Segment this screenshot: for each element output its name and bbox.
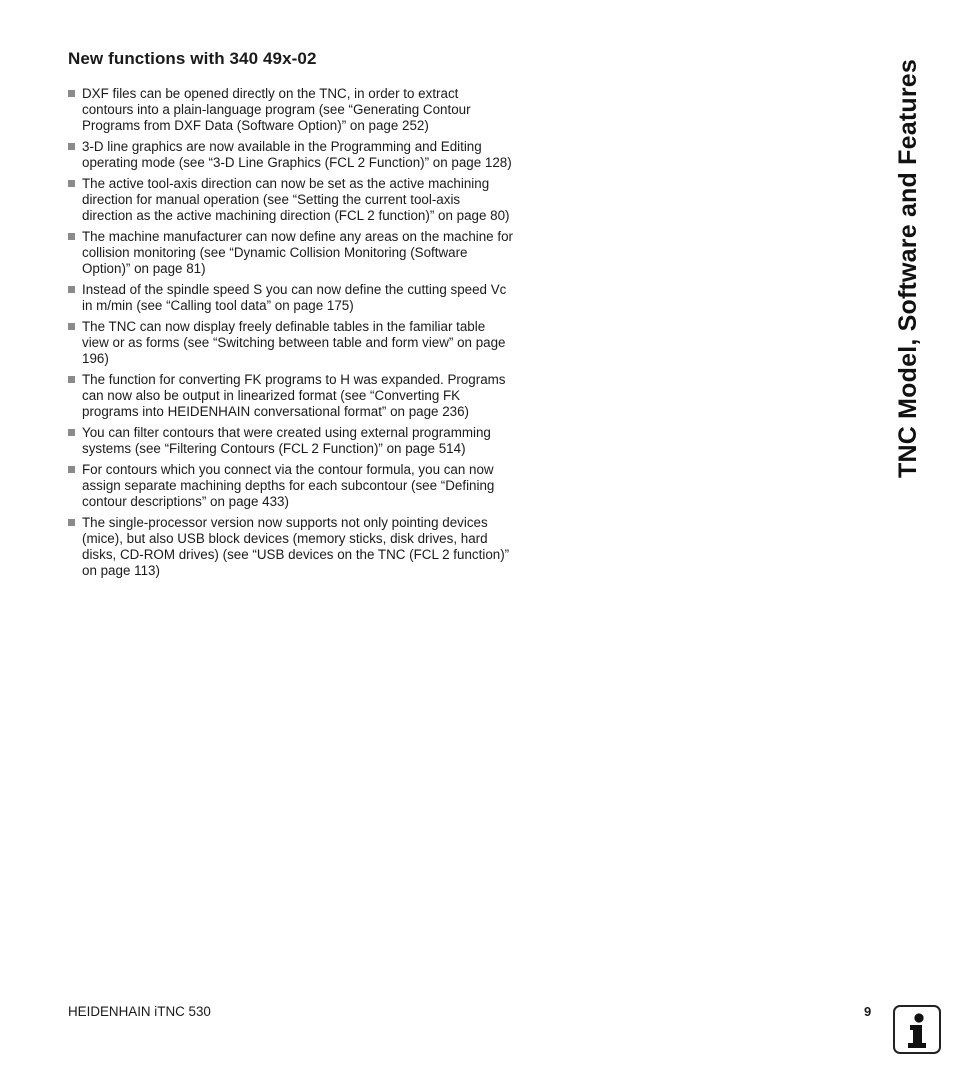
square-bullet-icon	[68, 286, 75, 293]
list-item	[68, 515, 513, 579]
list-item-text: For contours which you connect via the contour formula, you can now assign separate machining depths for each subcontour (see “Defining contour descriptions” on page 433)	[82, 462, 495, 509]
square-bullet-icon	[68, 429, 75, 436]
list-item-text: The active tool-axis direction can now be set as the active machining direction for manual operation (see “Setting the current tool-axis direction as the active machining direction (FCL 2 function)” on page 80)	[82, 176, 510, 223]
square-bullet-icon	[68, 90, 75, 97]
square-bullet-icon	[68, 143, 75, 150]
info-icon	[893, 1005, 941, 1054]
chapter-side-title: TNC Model, Software and Features	[894, 59, 922, 478]
list-item	[68, 425, 513, 457]
list-item-text: The machine manufacturer can now define any areas on the machine for collision monitoring (see “Dynamic Collision Monitoring (Software Option)” on page 81)	[82, 229, 513, 276]
square-bullet-icon	[68, 180, 75, 187]
list-item	[68, 462, 513, 510]
square-bullet-icon	[68, 376, 75, 383]
list-item	[68, 176, 513, 224]
list-item-text: The TNC can now display freely definable tables in the familiar table view or as forms (see “Switching between table and form view” on page 196)	[82, 319, 506, 366]
list-item-text: The function for converting FK programs to H was expanded. Programs can now also be output in linearized format (see “Converting FK programs into HEIDENHAIN conversational format” on page 236)	[82, 372, 506, 419]
list-item-text: Instead of the spindle speed S you can now define the cutting speed Vc in m/min (see “Calling tool data” on page 175)	[82, 282, 507, 313]
list-item-text: 3-D line graphics are now available in the Programming and Editing operating mode (see “3-D Line Graphics (FCL 2 Function)” on page 128)	[82, 139, 512, 170]
list-item	[68, 229, 513, 277]
list-item	[68, 372, 513, 420]
list-item-text: DXF files can be opened directly on the TNC, in order to extract contours into a plain-language program (see “Generating Contour Programs from DXF Data (Software Option)” on page 252)	[82, 86, 471, 133]
list-item	[68, 86, 513, 134]
square-bullet-icon	[68, 323, 75, 330]
list-item	[68, 319, 513, 367]
list-item	[68, 139, 513, 171]
feature-list	[68, 86, 513, 584]
list-item-text: The single-processor version now supports not only pointing devices (mice), but also USB block devices (memory sticks, disk drives, hard disks, CD-ROM drives) (see “USB devices on the TNC (FCL 2 function)” on page 113)	[82, 515, 510, 578]
list-item	[68, 282, 513, 314]
list-item-text: You can filter contours that were created using external programming systems (see “Filtering Contours (FCL 2 Function)” on page 514)	[82, 425, 491, 456]
square-bullet-icon	[68, 466, 75, 473]
page-number: 9	[864, 1004, 872, 1019]
square-bullet-icon	[68, 519, 75, 526]
info-glyph-icon	[895, 1007, 939, 1052]
section-heading: New functions with 340 49x-02	[68, 49, 317, 68]
square-bullet-icon	[68, 233, 75, 240]
footer-product-name: HEIDENHAIN iTNC 530	[68, 1004, 211, 1019]
